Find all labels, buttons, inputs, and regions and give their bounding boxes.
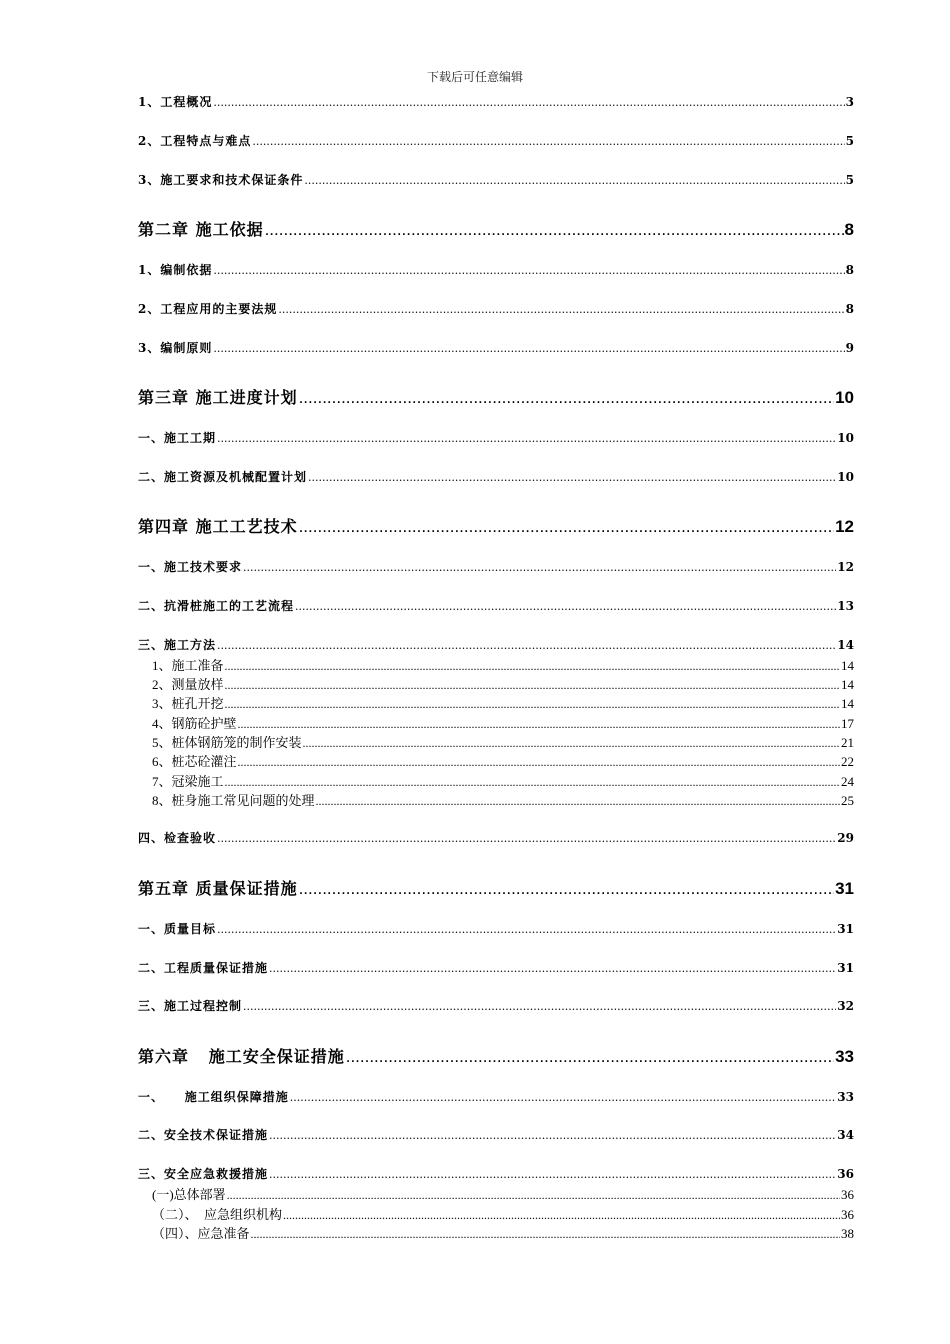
toc-chapter-label: 第三章 施工进度计划 <box>138 388 298 407</box>
toc-leader <box>290 1091 837 1104</box>
toc-page-number: 33 <box>837 1090 854 1104</box>
toc-leader <box>225 775 840 790</box>
toc-entry-label: 2、工程特点与难点 <box>138 134 252 148</box>
toc-leader <box>265 220 844 240</box>
toc-entry-label: 二、施工资源及机械配置计划 <box>138 470 308 484</box>
toc-page-number: 5 <box>845 173 854 187</box>
toc-page-number: 14 <box>841 658 854 673</box>
toc-leader <box>299 517 835 537</box>
toc-entry[interactable] <box>138 171 854 188</box>
toc-leader <box>217 432 836 445</box>
toc-subentry-label: 3、桩孔开挖 <box>152 696 224 711</box>
toc-leader <box>213 264 844 277</box>
toc-page-number: 33 <box>835 1047 854 1066</box>
toc-leader <box>227 1188 840 1203</box>
toc-page-number: 38 <box>841 1226 854 1241</box>
header-note: 下载后可任意编辑 <box>426 70 523 84</box>
toc-page-number: 12 <box>835 517 854 536</box>
toc-page-number: 13 <box>837 599 854 613</box>
toc-entry-label: 一、 施工组织保障措施 <box>138 1090 289 1104</box>
toc-entry-label: 3、施工要求和技术保证条件 <box>138 173 304 187</box>
toc-chapter-label: 第二章 施工依据 <box>138 220 264 239</box>
toc-entry-label: 二、抗滑桩施工的工艺流程 <box>138 599 295 613</box>
toc-leader <box>243 561 836 574</box>
toc-page-number: 31 <box>837 922 854 936</box>
toc-leader <box>213 96 844 109</box>
toc-subentry[interactable] <box>152 655 854 674</box>
toc-leader <box>346 1047 834 1067</box>
toc-leader <box>295 600 836 613</box>
toc-leader <box>252 135 844 148</box>
toc-leader <box>251 1227 840 1242</box>
toc-entry[interactable] <box>138 300 854 317</box>
toc-subentry-label: 4、钢筋砼护壁 <box>152 716 237 731</box>
toc-entry[interactable] <box>138 261 854 278</box>
toc-leader <box>303 736 840 751</box>
toc-entry-label: 1、编制依据 <box>138 263 213 277</box>
toc-page-number: 36 <box>841 1207 854 1222</box>
toc-subentry[interactable] <box>152 771 854 790</box>
toc-entry[interactable] <box>138 636 854 653</box>
toc-subentry-label: 5、桩体钢筋笼的制作安装 <box>152 735 302 750</box>
toc-entry-label: 2、工程应用的主要法规 <box>138 302 278 316</box>
toc-subentry-label: （二）、 应急组织机构 <box>152 1207 283 1222</box>
toc-leader <box>217 832 836 845</box>
toc-subentry[interactable] <box>152 674 854 693</box>
toc-entry[interactable] <box>138 429 854 446</box>
toc-subentry[interactable] <box>152 1223 854 1242</box>
toc-leader <box>308 471 836 484</box>
toc-entry[interactable] <box>138 959 854 976</box>
toc-entry[interactable] <box>138 339 854 356</box>
toc-page-number: 34 <box>837 1128 854 1142</box>
toc-page-number: 22 <box>841 754 854 769</box>
toc-subentry-label: 1、施工准备 <box>152 658 224 673</box>
toc-page-number: 8 <box>845 302 854 316</box>
toc-entry-label: 四、检查验收 <box>138 831 217 845</box>
toc-entry-label: 一、质量目标 <box>138 922 217 936</box>
toc-entry-label: 一、施工工期 <box>138 431 217 445</box>
toc-chapter[interactable] <box>138 1044 854 1067</box>
toc-page-number: 25 <box>841 793 854 808</box>
toc-subentry[interactable] <box>152 1184 854 1203</box>
toc-entry-label: 一、施工技术要求 <box>138 560 243 574</box>
toc-leader <box>217 639 836 652</box>
toc-leader <box>316 794 840 809</box>
toc-chapter[interactable] <box>138 514 854 537</box>
toc-leader <box>299 388 835 408</box>
toc-leader <box>299 879 835 899</box>
toc-leader <box>304 174 844 187</box>
toc-chapter[interactable] <box>138 385 854 408</box>
toc-page-number: 8 <box>844 220 854 239</box>
toc-page-number: 36 <box>841 1187 854 1202</box>
toc-entry[interactable] <box>138 997 854 1014</box>
toc-leader <box>283 1208 840 1223</box>
toc-chapter[interactable] <box>138 217 854 240</box>
toc-leader <box>238 755 840 770</box>
toc-entry[interactable] <box>138 132 854 149</box>
toc-page-number: 24 <box>841 774 854 789</box>
toc-entry[interactable] <box>138 93 854 110</box>
toc-chapter-label: 第六章 施工安全保证措施 <box>138 1047 345 1066</box>
toc-page-number: 5 <box>845 134 854 148</box>
toc-page-number: 10 <box>837 470 854 484</box>
toc-entry[interactable] <box>138 1088 854 1105</box>
toc-subentry[interactable] <box>152 790 854 809</box>
toc-page-number: 10 <box>835 388 854 407</box>
toc-leader <box>225 697 840 712</box>
toc-entry[interactable] <box>138 597 854 614</box>
toc-leader <box>243 1000 836 1013</box>
toc-subentry-label: （四）、应急准备 <box>152 1226 250 1241</box>
toc-chapter-label: 第五章 质量保证措施 <box>138 879 298 898</box>
toc-entry-label: 三、施工过程控制 <box>138 999 243 1013</box>
toc-page-number: 3 <box>845 95 854 109</box>
toc-entry[interactable] <box>138 1165 854 1182</box>
toc-page-number: 14 <box>841 696 854 711</box>
toc-entry[interactable] <box>138 558 854 575</box>
toc-subentry[interactable] <box>152 1204 854 1223</box>
toc-leader <box>269 962 836 975</box>
toc-leader <box>269 1168 836 1181</box>
toc-page-number: 29 <box>837 831 854 845</box>
toc-page-number: 14 <box>841 677 854 692</box>
toc-subentry-label: 7、冠梁施工 <box>152 774 224 789</box>
toc-entry[interactable] <box>138 468 854 485</box>
toc-entry[interactable] <box>138 829 854 846</box>
toc-subentry-label: 2、测量放样 <box>152 677 224 692</box>
toc-subentry-label: 8、桩身施工常见问题的处理 <box>152 793 315 808</box>
toc-entry-label: 二、工程质量保证措施 <box>138 961 269 975</box>
toc-leader <box>278 303 844 316</box>
toc-subentry-label: 6、桩芯砼灌注 <box>152 754 237 769</box>
toc-subentry[interactable] <box>152 713 854 732</box>
toc-entry-label: 1、工程概况 <box>138 95 213 109</box>
toc-page-number: 31 <box>835 879 854 898</box>
toc-page-number: 36 <box>837 1167 854 1181</box>
toc-entry-label: 三、安全应急救援措施 <box>138 1167 269 1181</box>
toc-entry-label: 二、安全技术保证措施 <box>138 1128 269 1142</box>
toc-entry-label: 三、施工方法 <box>138 638 217 652</box>
toc-subentry[interactable] <box>152 751 854 770</box>
toc-page-number: 32 <box>837 999 854 1013</box>
toc-page-number: 17 <box>841 716 854 731</box>
toc-leader <box>217 923 836 936</box>
toc-subentry[interactable] <box>152 732 854 751</box>
toc-subentry-label: (一)总体部署 <box>152 1187 226 1202</box>
toc-page-number: 10 <box>837 431 854 445</box>
toc-page-number: 8 <box>845 263 854 277</box>
toc-leader <box>225 678 840 693</box>
toc-page-number: 31 <box>837 961 854 975</box>
toc-page-number: 14 <box>837 638 854 652</box>
toc-page-number: 21 <box>841 735 854 750</box>
toc-leader <box>225 659 840 674</box>
toc-leader <box>238 717 840 732</box>
toc-entry[interactable] <box>138 920 854 937</box>
toc-subentry[interactable] <box>152 693 854 712</box>
toc-page-number: 12 <box>837 560 854 574</box>
toc-entry-label: 3、编制原则 <box>138 341 213 355</box>
toc-leader <box>269 1129 836 1142</box>
toc-entry[interactable] <box>138 1126 854 1143</box>
toc-chapter-label: 第四章 施工工艺技术 <box>138 517 298 536</box>
toc-page-number: 9 <box>845 341 854 355</box>
toc-leader <box>213 342 844 355</box>
toc-chapter[interactable] <box>138 876 854 899</box>
